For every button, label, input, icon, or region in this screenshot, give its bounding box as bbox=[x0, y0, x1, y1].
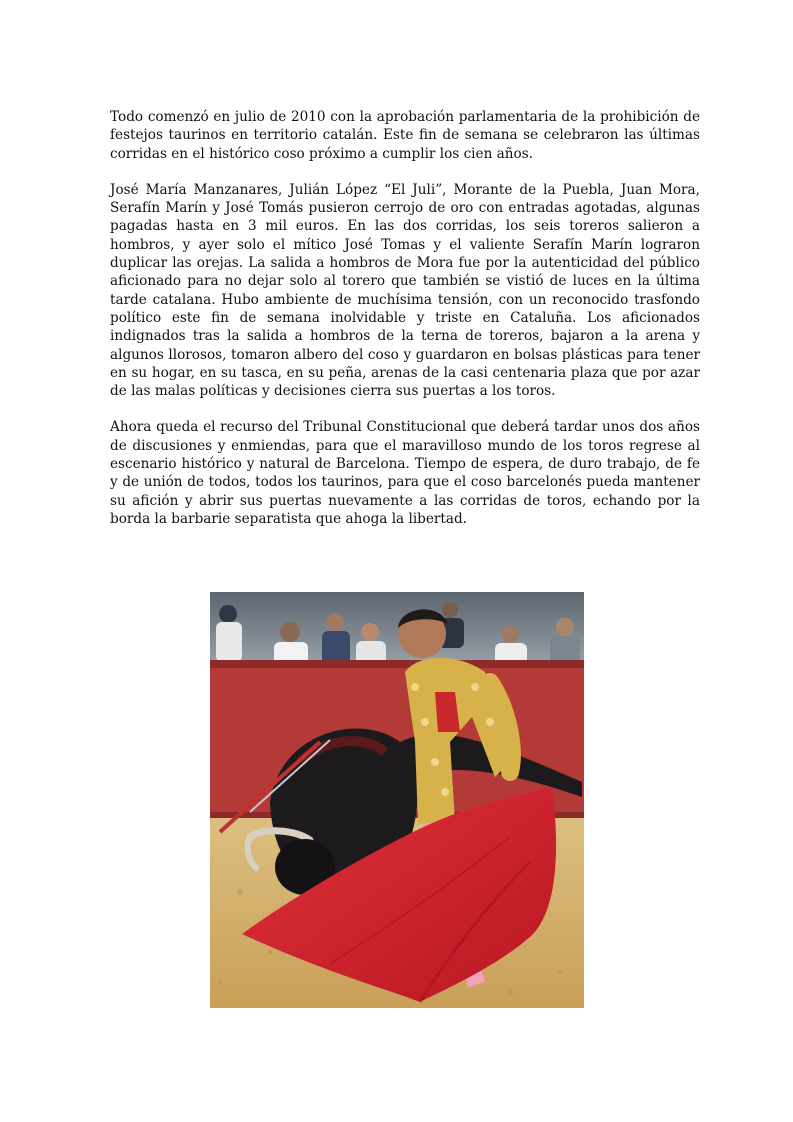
bullfight-photo bbox=[210, 592, 584, 1008]
crowd-stands bbox=[210, 592, 584, 667]
article-body bbox=[110, 108, 700, 546]
paragraph-3: Ahora queda el recurso del Tribunal Constitucional que deberá tardar unos dos años de discusiones y enmiendas, para que el maravilloso mundo de los toros regrese al escenario histórico y natural de Barcelona. Tiempo de espera, de duro trabajo, de fe y de unión de todos, todos los taurinos, para que el coso barcelonés pueda mantener su afición y abrir sus puertas nuevamente a las corridas de toros, echando por la borda la barbarie separatista que ahoga la libertad. bbox=[110, 419, 700, 527]
paragraph-1: Todo comenzó en julio de 2010 con la aprobación parlamentaria de la prohibición de festejos taurinos en territorio catalán. Este fin de semana se celebraron las últimas corridas en el histórico coso próximo a cumplir los cien años. bbox=[110, 109, 700, 162]
paragraph-2: José María Manzanares, Julián López “El Juli”, Morante de la Puebla, Juan Mora, Serafín Marín y José Tomás pusieron cerrojo de oro con entradas agotadas, algunas pagadas hasta en 3 mil euros. En las dos corridas, los seis toreros salieron a hombros, y ayer solo el mítico José Tomas y el valiente Serafín Marín lograron duplicar las orejas. La salida a hombros de Mora fue por la autenticidad del público aficionado para no dejar solo al torero que también se vistió de luces en la última tarde catalana. Hubo ambiente de muchísima tensión, con un reconocido trasfondo político este fin de semana inolvidable y triste en Cataluña. Los aficionados indignados tras la salida a hombros de la terna de toreros, bajaron a la arena y algunos llorosos, tomaron albero del coso y guardaron en bolsas plásticas para tener en su hogar, en su tasca, en su peña, arenas de la casi centenaria plaza que por azar de las malas políticas y decisiones cierra sus puertas a los toros. bbox=[110, 181, 700, 400]
bullfight-illustration bbox=[210, 592, 584, 1008]
